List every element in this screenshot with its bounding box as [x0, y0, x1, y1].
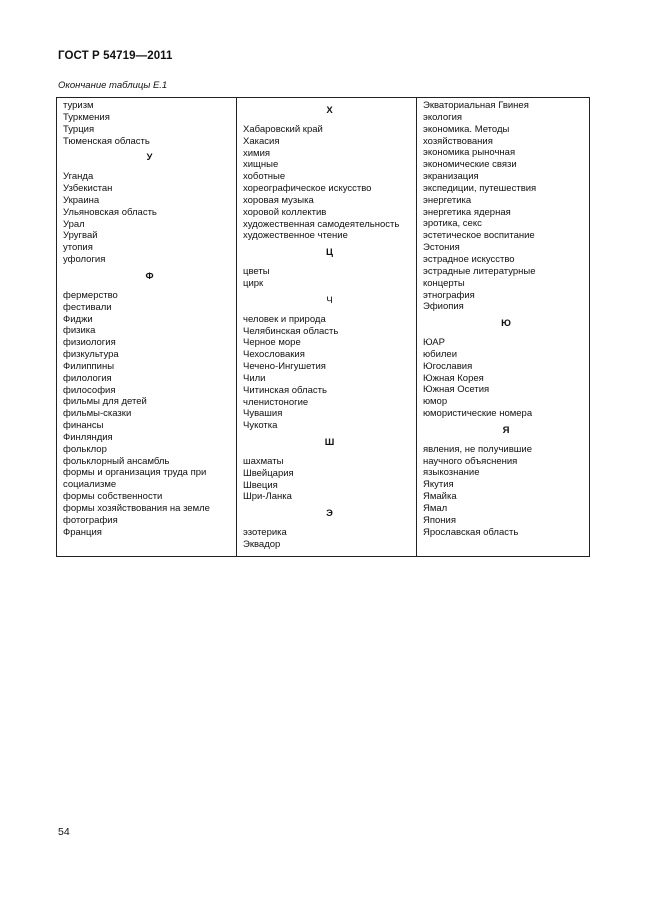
- index-entry: филология: [63, 372, 112, 384]
- page-number: 54: [58, 826, 70, 838]
- letter-heading: Ч: [326, 294, 333, 306]
- index-entry: физика: [63, 325, 96, 337]
- index-entry: Ульяновская область: [63, 206, 157, 218]
- index-entry: языкознание: [423, 467, 480, 479]
- index-entry: уфология: [63, 254, 106, 266]
- index-entry: эстрадные литературные: [423, 265, 536, 277]
- index-entry: экранизация: [423, 171, 479, 183]
- index-entry: Тюменская область: [63, 135, 150, 147]
- index-entry: фольклорный ансамбль: [63, 455, 170, 467]
- index-entry: Уганда: [63, 171, 94, 183]
- index-entry: цирк: [243, 277, 264, 289]
- index-entry: Швеция: [243, 479, 278, 491]
- index-entry: Хакасия: [243, 135, 280, 147]
- index-entry: художественная самодеятельность: [243, 218, 400, 230]
- index-entry: энергетика: [423, 194, 472, 206]
- index-entry: формы собственности: [63, 491, 163, 503]
- index-entry: Югославия: [423, 360, 473, 372]
- index-entry: хоровая музыка: [243, 194, 314, 206]
- index-entry: экология: [423, 111, 463, 123]
- index-entry: социализме: [63, 479, 117, 491]
- index-entry: Япония: [423, 514, 456, 526]
- index-entry: концерты: [423, 277, 465, 289]
- index-entry: Эквадор: [243, 539, 281, 550]
- index-entry: Ярославская область: [423, 526, 519, 538]
- index-entry: Южная Корея: [423, 372, 484, 384]
- index-entry: Франция: [63, 526, 102, 538]
- index-entry: физкультура: [63, 349, 119, 361]
- table-column-3: [417, 98, 589, 556]
- index-entry: Эфиопия: [423, 301, 464, 313]
- index-entry: хищные: [243, 159, 279, 171]
- index-entry: художественное чтение: [243, 230, 348, 242]
- index-entry: шахматы: [243, 455, 284, 467]
- index-entry: туризм: [63, 100, 94, 111]
- index-entry: экспедиции, путешествия: [423, 182, 537, 194]
- letter-heading: Ф: [145, 270, 154, 282]
- index-entry: экономика. Методы: [423, 123, 510, 135]
- index-entry: фольклор: [63, 443, 107, 455]
- index-entry: фестивали: [63, 301, 112, 313]
- index-entry: этнография: [423, 289, 475, 301]
- index-entry: Черное море: [243, 337, 301, 349]
- letter-heading: Ш: [324, 437, 335, 449]
- index-entry: Украина: [63, 194, 100, 206]
- index-entry: Ямал: [423, 503, 448, 514]
- subject-index-table: [56, 97, 590, 557]
- index-entry: Эстония: [423, 242, 460, 254]
- index-entry: Якутия: [423, 479, 454, 491]
- index-entry: эстрадное искусство: [423, 253, 515, 265]
- index-entry: Фиджи: [63, 313, 93, 325]
- index-entry: Ямайка: [423, 491, 457, 503]
- index-entry: Чехословакия: [243, 349, 305, 361]
- index-entry: Уругвай: [63, 230, 98, 242]
- index-entry: Чувашия: [243, 408, 283, 420]
- index-entry: Чили: [243, 372, 266, 384]
- letter-heading: Э: [326, 508, 333, 520]
- index-entry: фермерство: [63, 289, 118, 301]
- index-entry: научного объяснения: [423, 455, 518, 467]
- index-entry: Челябинская область: [243, 325, 339, 337]
- index-entry: утопия: [63, 242, 93, 254]
- index-entry: хозяйствования: [423, 135, 493, 147]
- index-entry: формы хозяйствования на земле: [63, 503, 210, 514]
- index-entry: Шри-Ланка: [243, 491, 292, 503]
- index-entry: энергетика ядерная: [423, 206, 511, 218]
- index-entry: ЮАР: [423, 337, 445, 349]
- index-entry: эротика, секс: [423, 218, 482, 230]
- index-entry: Чукотка: [243, 420, 278, 432]
- index-entry: Узбекистан: [63, 183, 113, 195]
- index-entry: экономические связи: [423, 159, 517, 171]
- index-entry: Экваториальная Гвинея: [423, 100, 529, 111]
- index-entry: эстетическое воспитание: [423, 230, 535, 242]
- index-entry: фильмы для детей: [63, 396, 147, 408]
- index-entry: финансы: [63, 420, 104, 432]
- index-entry: формы и организация труда при: [63, 467, 207, 479]
- index-entry: юмор: [423, 396, 448, 408]
- index-entry: Туркмения: [63, 111, 110, 123]
- index-entry: Читинская область: [243, 384, 327, 396]
- index-entry: Финляндия: [63, 431, 113, 443]
- index-entry: философия: [63, 384, 116, 396]
- index-entry: Хабаровский край: [243, 123, 323, 135]
- index-entry: юмористические номера: [423, 408, 533, 420]
- index-entry: Швейцария: [243, 467, 294, 479]
- index-entry: химия: [243, 147, 271, 159]
- index-entry: человек и природа: [243, 313, 326, 325]
- table-column-2: [237, 98, 417, 556]
- index-entry: хоботные: [243, 171, 286, 183]
- index-entry: фильмы-сказки: [63, 408, 132, 420]
- index-entry: эзотерика: [243, 527, 287, 539]
- index-entry: юбилеи: [423, 348, 458, 360]
- letter-heading: Я: [502, 424, 510, 436]
- index-entry: физиология: [63, 337, 116, 349]
- index-entry: Турция: [63, 123, 95, 135]
- index-entry: фотография: [63, 514, 118, 526]
- letter-heading: У: [146, 152, 153, 164]
- index-entry: Южная Осетия: [423, 384, 490, 396]
- index-entry: Урал: [63, 218, 85, 230]
- document-standard-header: ГОСТ Р 54719—2011: [58, 50, 173, 62]
- index-entry: Чечено-Ингушетия: [243, 361, 326, 373]
- index-entry: экономика рыночная: [423, 147, 516, 159]
- index-entry: членистоногие: [243, 396, 309, 408]
- table-column-1: [57, 98, 237, 556]
- letter-heading: Ц: [326, 247, 333, 259]
- letter-heading: Ю: [501, 318, 511, 330]
- table-caption: Окончание таблицы Е.1: [58, 80, 168, 91]
- index-entry: Филиппины: [63, 360, 115, 372]
- index-entry: явления, не получившие: [423, 443, 532, 455]
- index-entry: хореографическое искусство: [243, 183, 372, 195]
- index-entry: цветы: [243, 266, 270, 278]
- index-entry: хоровой коллектив: [243, 206, 327, 218]
- letter-heading: Х: [326, 105, 333, 116]
